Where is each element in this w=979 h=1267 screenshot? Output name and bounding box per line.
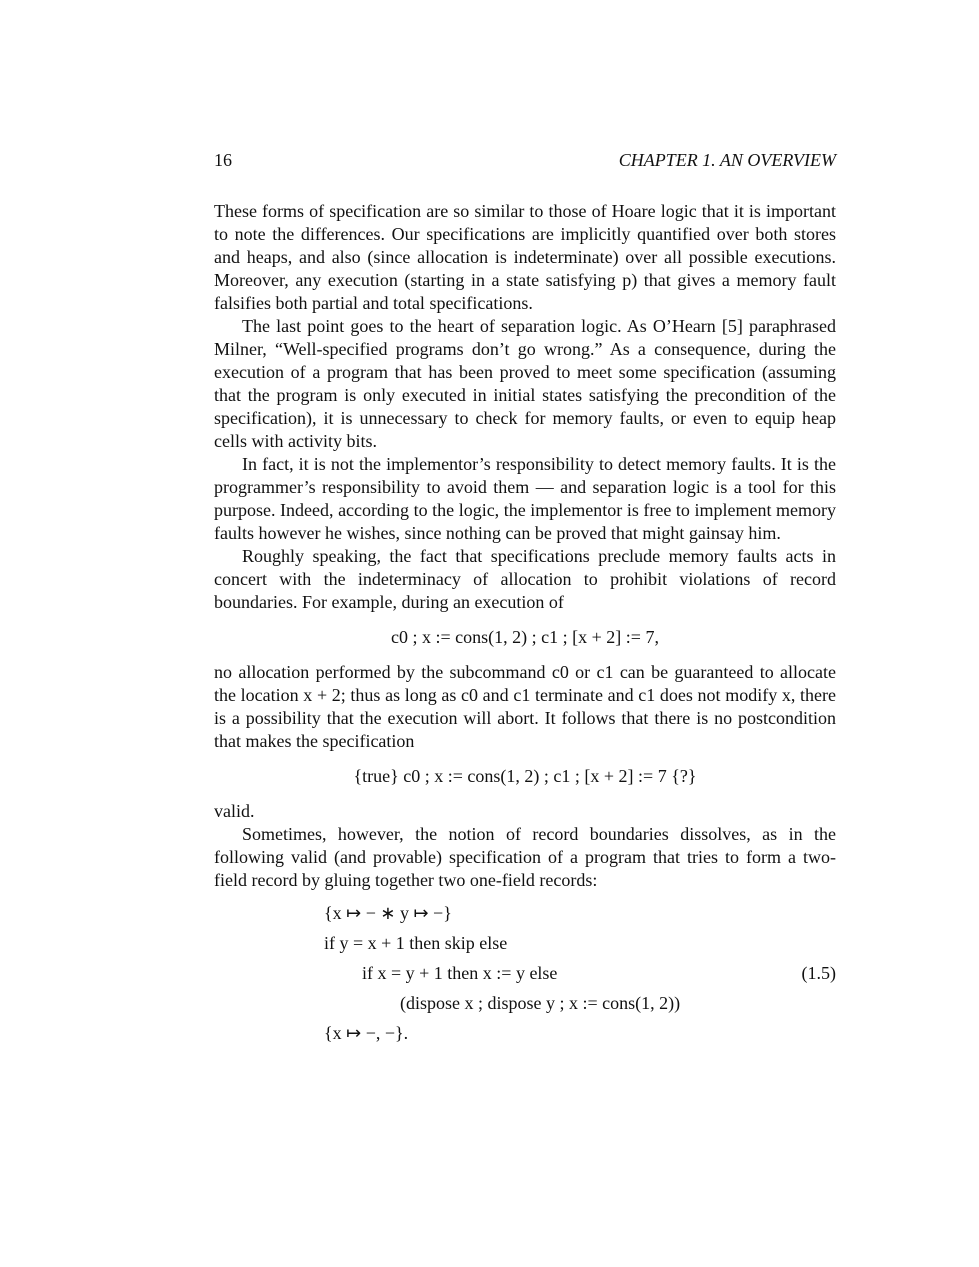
paragraph-7: Sometimes, however, the notion of record boundaries dissolves, as in the following valid (and provable) specification of a program that tries to form a two-field record by gluing together two one-field records: [214,824,836,890]
code-line-4: (dispose x ; dispose y ; x := cons(1, 2)) [400,993,681,1013]
code-line-2: if y = x + 1 then skip else [324,933,508,953]
display-equation-1: c0 ; x := cons(1, 2) ; c1 ; [x + 2] := 7, [391,627,659,647]
paragraph-4: Roughly speaking, the fact that specifications preclude memory faults acts in concert with the indeterminacy of allocation to prohibit violations of record boundaries. For example, during an execution of [214,546,836,612]
page-number: 16 [214,150,232,170]
code-line-1: {x ↦ − ∗ y ↦ −} [324,903,452,923]
paragraph-2: The last point goes to the heart of separation logic. As O’Hearn [5] paraphrased Milner, “Well-specified programs don’t go wrong.” As a consequence, during the execution of a program that has been proved to meet some specification (assuming that the program is only executed in initial states satisfying the precondition of the specification), it is unnecessary to check for memory faults, or even to equip heap cells with activity bits. [214,316,836,451]
paragraph-6: valid. [214,801,255,821]
running-title: CHAPTER 1. AN OVERVIEW [618,150,836,170]
equation-number: (1.5) [801,963,836,983]
paragraph-1: These forms of specification are so similar to those of Hoare logic that it is important to note the differences. Our specifications are implicitly quantified over both stores and heaps, and also (since allocation is indeterminate) over all possible executions. Moreover, any execution (starting in a state satisfying p) that gives a memory fault falsifies both partial and total specifications. [214,201,836,313]
paragraph-5: no allocation performed by the subcommand c0 or c1 can be guaranteed to allocate the location x + 2; thus as long as c0 and c1 terminate and c1 does not modify x, there is a possibility that the execution will abort. It follows that there is no postcondition that makes the specification [214,662,836,751]
page-body [214,200,836,1052]
paragraph-3: In fact, it is not the implementor’s responsibility to detect memory faults. It is the programmer’s responsibility to avoid them — and separation logic is a tool for this purpose. Indeed, according to the logic, the implementor is free to implement memory faults however he wishes, since nothing can be proved that might gainsay him. [214,454,836,543]
display-equation-2: {true} c0 ; x := cons(1, 2) ; c1 ; [x + 2] := 7 {?} [353,766,697,786]
program-block [214,902,836,1052]
running-header [214,150,836,172]
code-line-5: {x ↦ −, −}. [324,1023,409,1043]
code-line-3: if x = y + 1 then x := y else [362,963,558,983]
